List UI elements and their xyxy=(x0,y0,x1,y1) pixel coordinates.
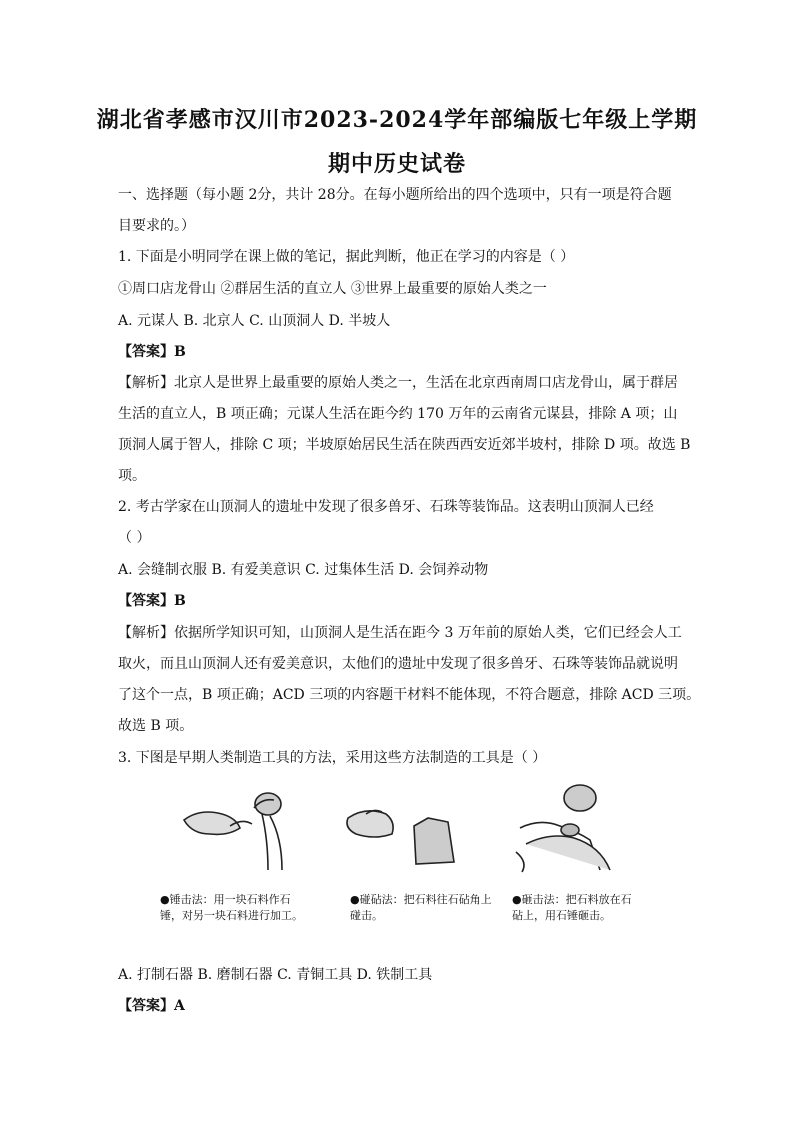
q2-analysis-line: 了这个一点，B 项正确；ACD 三项的内容题干材料不能体现，不符合题意，排除 ACD 三项。 xyxy=(118,687,701,703)
q1-analysis-line: 顶洞人属于智人，排除 C 项；半坡原始居民生活在陕西西安近郊半坡村，排除 D 项。故选 B xyxy=(118,437,691,453)
caption-smash-method: ●砸击法：把石料放在石砧上，用石锤砸击。 xyxy=(512,893,632,922)
q2-paren: （ ） xyxy=(118,530,151,546)
q1-stem: 1. 下面是小明同学在课上做的笔记，据此判断，他正在学习的内容是（ ） xyxy=(118,249,575,265)
q2-answer: 【答案】B xyxy=(118,593,186,609)
stone-tool-methods-figure xyxy=(160,778,640,948)
exam-title-line2: 期中历史试卷 xyxy=(327,151,466,177)
section-instruction: 一、选择题（每小题 2分，共计 28分。在每小题所给出的四个选项中，只有一项是符合题 xyxy=(118,187,672,203)
smash-method-drawing xyxy=(516,785,610,872)
exam-title-line1: 湖北省孝感市汉川市2023-2024学年部编版七年级上学期 xyxy=(96,107,698,133)
caption-anvil-method: ●碰砧法：把石料往石砧角上碰击。 xyxy=(350,893,492,922)
q1-notes: ①周口店龙骨山 ②群居生活的直立人 ③世界上最重要的原始人类之一 xyxy=(118,281,547,297)
q2-analysis-line: 取火，而且山顶洞人还有爱美意识，太他们的遗址中发现了很多兽牙、石珠等装饰品就说明 xyxy=(118,656,678,672)
q3-answer: 【答案】A xyxy=(118,998,185,1014)
q3-stem: 3. 下图是早期人类制造工具的方法，采用这些方法制造的工具是（ ） xyxy=(118,750,547,766)
q2-analysis-line: 【解析】依据所学知识可知，山顶洞人是生活在距今 3 万年前的原始人类，它们已经会人工 xyxy=(118,625,682,641)
caption-hammer-method: ●锤击法：用一块石料作石锤，对另一块石料进行加工。 xyxy=(160,893,303,922)
q2-stem: 2. 考古学家在山顶洞人的遗址中发现了很多兽牙、石珠等装饰品。这表明山顶洞人已经 xyxy=(118,499,654,515)
q2-options: A. 会缝制衣服 B. 有爱美意识 C. 过集体生活 D. 会饲养动物 xyxy=(118,562,489,578)
q1-options: A. 元谋人 B. 北京人 C. 山顶洞人 D. 半坡人 xyxy=(118,313,391,329)
anvil-method-drawing xyxy=(347,810,454,864)
hammer-method-drawing xyxy=(184,793,282,870)
q3-options: A. 打制石器 B. 磨制石器 C. 青铜工具 D. 铁制工具 xyxy=(118,967,433,983)
q1-answer: 【答案】B xyxy=(118,344,186,360)
q1-analysis-line: 项。 xyxy=(118,468,146,484)
section-instruction-cont: 目要求的。） xyxy=(118,218,195,234)
q1-analysis-line: 【解析】北京人是世界上最重要的原始人类之一，生活在北京西南周口店龙骨山，属于群居 xyxy=(118,375,678,391)
q1-analysis-line: 生活的直立人，B 项正确；元谋人生活在距今约 170 万年的云南省元谋县，排除 A 项；山 xyxy=(118,406,678,422)
tool-making-illustration xyxy=(170,778,640,878)
q2-analysis-line: 故选 B 项。 xyxy=(118,718,194,734)
